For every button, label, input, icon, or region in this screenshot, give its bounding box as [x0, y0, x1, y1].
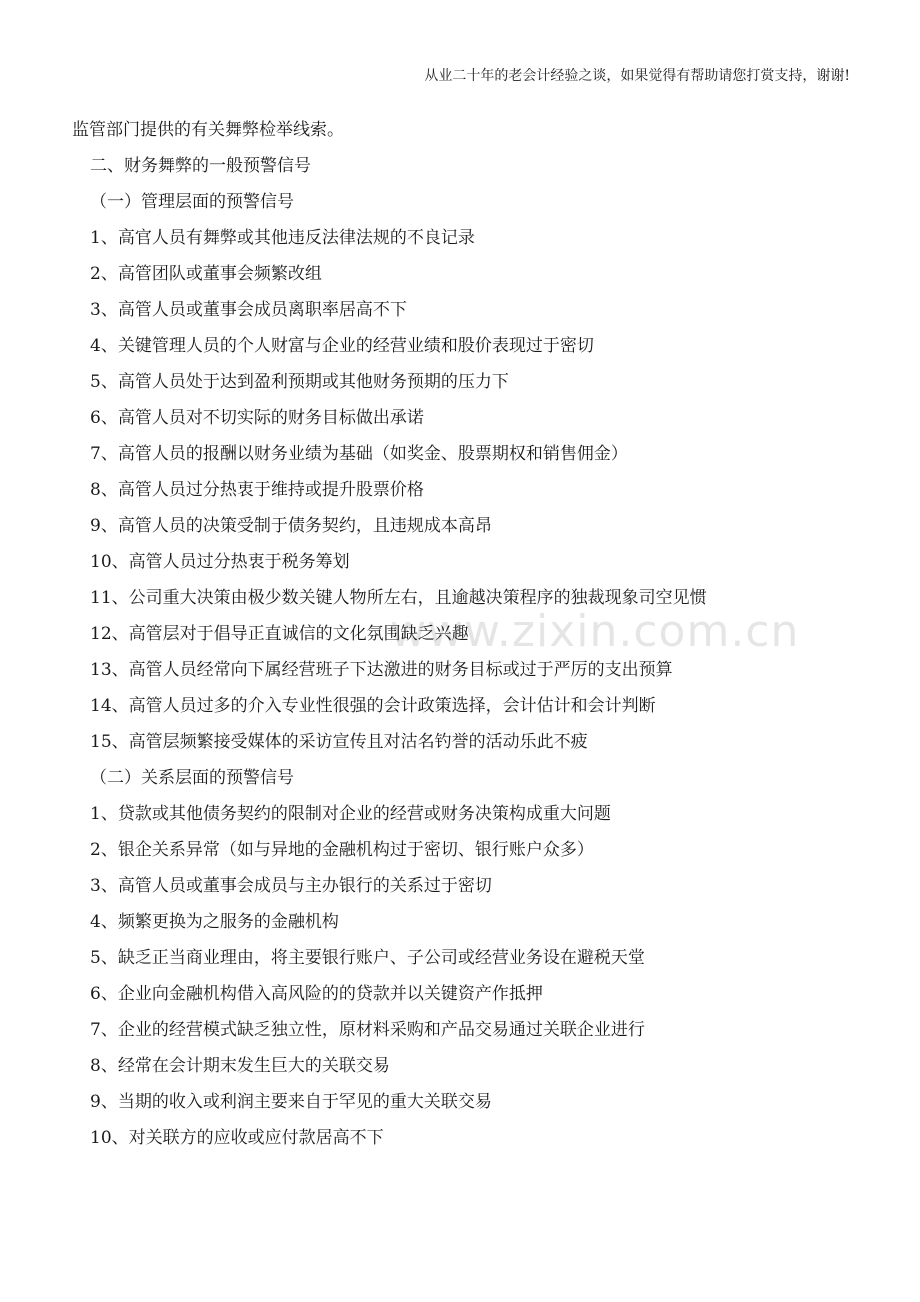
header-note: 从业二十年的老会计经验之谈，如果觉得有帮助请您打赏支持，谢谢! [424, 68, 850, 84]
document-body [0, 112, 920, 1156]
text-line: 12、高管层对于倡导正直诚信的文化氛围缺乏兴趣 [90, 624, 469, 644]
text-line: 8、经常在会计期末发生巨大的关联交易 [90, 1056, 390, 1076]
text-line: （一）管理层面的预警信号 [90, 192, 294, 212]
text-line: 10、对关联方的应收或应付款居高不下 [90, 1128, 384, 1148]
text-line: 7、企业的经营模式缺乏独立性，原材料采购和产品交易通过关联企业进行 [90, 1020, 645, 1040]
text-line: 5、缺乏正当商业理由，将主要银行账户、子公司或经营业务设在避税天堂 [90, 948, 645, 968]
text-line: 3、高管人员或董事会成员与主办银行的关系过于密切 [90, 876, 492, 896]
text-line: 9、高管人员的决策受制于债务契约，且违规成本高昂 [90, 516, 492, 536]
text-line: 1、贷款或其他债务契约的限制对企业的经营或财务决策构成重大问题 [90, 804, 611, 824]
text-line: 9、当期的收入或利润主要来自于罕见的重大关联交易 [90, 1092, 492, 1112]
text-line: 6、高管人员对不切实际的财务目标做出承诺 [90, 408, 424, 428]
text-line: 13、高管人员经常向下属经营班子下达激进的财务目标或过于严厉的支出预算 [90, 660, 673, 680]
text-line: 5、高管人员处于达到盈利预期或其他财务预期的压力下 [90, 372, 509, 392]
text-line: 11、公司重大决策由极少数关键人物所左右，且逾越决策程序的独裁现象司空见惯 [90, 588, 707, 608]
text-line: 2、高管团队或董事会频繁改组 [90, 264, 322, 284]
text-line: 1、高官人员有舞弊或其他违反法律法规的不良记录 [90, 228, 475, 248]
watermark: www.zixin.com.cn [390, 606, 800, 657]
text-line: （二）关系层面的预警信号 [90, 768, 294, 788]
text-line: 10、高管人员过分热衷于税务筹划 [90, 552, 350, 572]
text-line: 6、企业向金融机构借入高风险的的贷款并以关键资产作抵押 [90, 984, 543, 1004]
text-line: 4、关键管理人员的个人财富与企业的经营业绩和股价表现过于密切 [90, 336, 594, 356]
text-line: 15、高管层频繁接受媒体的采访宣传且对沽名钓誉的活动乐此不疲 [90, 732, 588, 752]
text-line: 7、高管人员的报酬以财务业绩为基础（如奖金、股票期权和销售佣金） [90, 444, 628, 464]
text-line: 监管部门提供的有关舞弊检举线索。 [72, 120, 344, 140]
text-line: 二、财务舞弊的一般预警信号 [90, 156, 311, 176]
text-line: 3、高管人员或董事会成员离职率居高不下 [90, 300, 407, 320]
text-line: 14、高管人员过多的介入专业性很强的会计政策选择，会计估计和会计判断 [90, 696, 656, 716]
text-line: 2、银企关系异常（如与异地的金融机构过于密切、银行账户众多） [90, 840, 594, 860]
text-line: 4、频繁更换为之服务的金融机构 [90, 912, 339, 932]
text-line: 8、高管人员过分热衷于维持或提升股票价格 [90, 480, 424, 500]
